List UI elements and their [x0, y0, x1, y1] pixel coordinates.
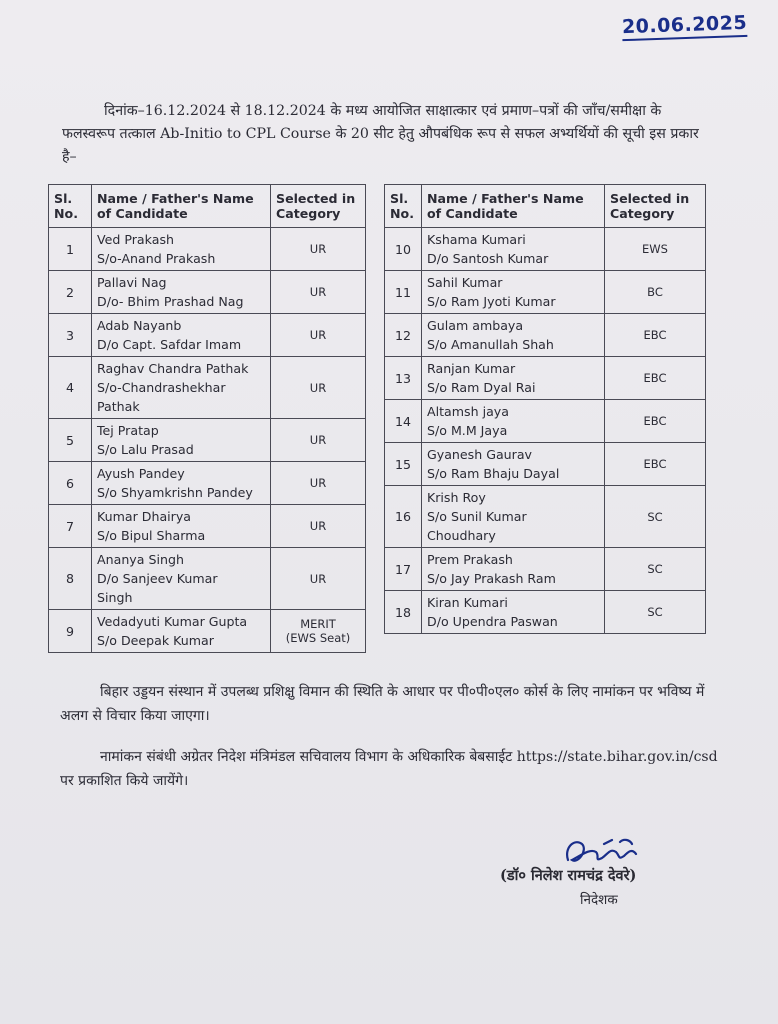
candidate-name-line: S/o Ram Jyoti Kumar [427, 294, 556, 309]
candidate-name-line: Ananya Singh [97, 552, 184, 567]
header-sl-line1: Sl. [54, 191, 73, 206]
cell-category [271, 314, 366, 357]
table-row [385, 400, 706, 443]
category-line: UR [309, 519, 327, 533]
table-row [385, 271, 706, 314]
table-row [385, 357, 706, 400]
header-name [422, 185, 605, 228]
candidate-name-line: S/o-Anand Prakash [97, 251, 216, 266]
candidate-name-line: D/o- Bhim Prashad Nag [97, 294, 244, 309]
cell-category [605, 271, 706, 314]
candidate-name-line: S/o Deepak Kumar [97, 633, 214, 648]
candidate-name-line: S/o-Chandrashekhar [97, 380, 226, 395]
cell-candidate-name [92, 271, 271, 314]
cell-sl-no: 1 [49, 228, 92, 271]
category-line: UR [309, 380, 327, 395]
candidate-name-line: Pathak [97, 399, 140, 414]
cell-candidate-name [92, 462, 271, 505]
candidate-name-line: S/o Lalu Prasad [97, 442, 194, 457]
cell-sl-no: 4 [49, 357, 92, 419]
cell-category [271, 462, 366, 505]
cell-candidate-name [422, 443, 605, 486]
table-row [49, 271, 366, 314]
header-sl [49, 185, 92, 228]
cell-category [605, 443, 706, 486]
cell-sl-no: 16 [385, 486, 422, 548]
note-paragraph-ppl: बिहार उड्डयन संस्थान में उपलब्ध प्रशिक्षु विमान की स्थिति के आधार पर पी०पी०एल० कोर्स के लिए नामांकन पर भविष्य में अलग से विचार किया जाएगा। [60, 684, 705, 724]
candidate-name-line: Raghav Chandra Pathak [97, 361, 249, 376]
candidate-table-right [384, 184, 706, 634]
candidate-name-line: Prem Prakash [427, 552, 513, 567]
cell-category [605, 357, 706, 400]
category-line: UR [309, 571, 327, 586]
cell-sl-no: 14 [385, 400, 422, 443]
table-row [385, 591, 706, 634]
category-line: UR [309, 476, 327, 490]
cell-candidate-name [422, 271, 605, 314]
candidate-name-line: Pallavi Nag [97, 275, 167, 290]
cell-candidate-name [422, 548, 605, 591]
category-line: (EWS Seat) [285, 631, 351, 645]
header-name-line2: of Candidate [427, 206, 518, 221]
category-line: UR [309, 285, 327, 299]
cell-sl-no: 15 [385, 443, 422, 486]
category-line: EBC [643, 371, 667, 385]
candidate-name-line: Singh [97, 590, 133, 605]
cell-candidate-name [422, 228, 605, 271]
table-row [385, 486, 706, 548]
cell-sl-no: 7 [49, 505, 92, 548]
table-row [49, 505, 366, 548]
cell-sl-no: 9 [49, 610, 92, 653]
table-row [385, 443, 706, 486]
cell-sl-no: 8 [49, 548, 92, 610]
cell-candidate-name [92, 314, 271, 357]
table-row [49, 548, 366, 610]
cell-sl-no: 18 [385, 591, 422, 634]
candidate-name-line: D/o Sanjeev Kumar [97, 571, 218, 586]
header-name-line1: Name / Father's Name [427, 191, 584, 206]
candidate-name-line: S/o Sunil Kumar [427, 509, 527, 524]
candidate-name-line: Kiran Kumari [427, 595, 508, 610]
signatory-designation: निदेशक [580, 892, 618, 908]
cell-sl-no: 5 [49, 419, 92, 462]
cell-category [605, 314, 706, 357]
intro-paragraph: दिनांक–16.12.2024 से 18.12.2024 के मध्य आयोजित साक्षात्कार एवं प्रमाण–पत्रों की जाँच/समीक्षा के फलस्वरूप तत्काल Ab-Initio to CPL Course के 20 सीट हेतु औपबंधिक रूप से सफल अभ्यर्थियों की सूची इस प्रकार है– [62, 103, 699, 165]
table-row [385, 228, 706, 271]
cell-candidate-name [92, 228, 271, 271]
category-line: EWS [642, 242, 668, 256]
header-category [605, 185, 706, 228]
header-sl [385, 185, 422, 228]
cell-category [605, 548, 706, 591]
candidate-name-line: S/o Jay Prakash Ram [427, 571, 556, 586]
candidate-name-line: S/o Ram Dyal Rai [427, 380, 536, 395]
cell-candidate-name [422, 400, 605, 443]
cell-category [271, 610, 366, 653]
candidate-name-line: Choudhary [427, 528, 496, 543]
cell-candidate-name [92, 548, 271, 610]
table-row [49, 314, 366, 357]
handwritten-date: 20.06.2025 [622, 12, 748, 41]
candidate-name-line: Sahil Kumar [427, 275, 503, 290]
candidate-name-line: Ved Prakash [97, 232, 174, 247]
candidate-name-line: Tej Pratap [97, 423, 159, 438]
category-line: EBC [643, 328, 667, 342]
cell-candidate-name [92, 357, 271, 419]
table-row [49, 462, 366, 505]
header-name-line2: of Candidate [97, 206, 188, 221]
cell-category [271, 271, 366, 314]
cell-candidate-name [92, 419, 271, 462]
table-row [49, 228, 366, 271]
category-line: SC [647, 562, 663, 576]
cell-sl-no: 10 [385, 228, 422, 271]
cell-category [271, 505, 366, 548]
table-row [385, 314, 706, 357]
candidate-name-line: S/o Shyamkrishn Pandey [97, 485, 253, 500]
candidate-name-line: Ranjan Kumar [427, 361, 516, 376]
cell-sl-no: 2 [49, 271, 92, 314]
header-name [92, 185, 271, 228]
header-sl-line2: No. [390, 206, 414, 221]
header-name-line1: Name / Father's Name [97, 191, 254, 206]
cell-candidate-name [92, 505, 271, 548]
cell-category [605, 400, 706, 443]
category-line: EBC [643, 414, 667, 428]
cell-candidate-name [422, 591, 605, 634]
cell-candidate-name [422, 357, 605, 400]
header-category-line2: Category [276, 206, 341, 221]
table-header-row [49, 185, 366, 228]
cell-candidate-name [422, 486, 605, 548]
candidate-name-line: D/o Santosh Kumar [427, 251, 549, 266]
cell-sl-no: 17 [385, 548, 422, 591]
table-header-row [385, 185, 706, 228]
cell-sl-no: 12 [385, 314, 422, 357]
candidate-name-line: Adab Nayanb [97, 318, 182, 333]
table-row [385, 548, 706, 591]
signatory-name: (डॉ० निलेश रामचंद्र देवरे) [500, 867, 637, 884]
table-row [49, 610, 366, 653]
note-paragraph-website: नामांकन संबंधी अग्रेतर निदेश मंत्रिमंडल सचिवालय विभाग के अधिकारिक बेबसाईट https://state.bihar.gov.in/csd पर प्रकाशित किये जायेंगे। [60, 749, 718, 789]
header-category-line1: Selected in [610, 191, 690, 206]
candidate-name-line: Kshama Kumari [427, 232, 526, 247]
cell-category [605, 591, 706, 634]
header-sl-line2: No. [54, 206, 78, 221]
candidate-name-line: D/o Upendra Paswan [427, 614, 558, 629]
cell-category [271, 548, 366, 610]
cell-category [271, 357, 366, 419]
category-line: MERIT [300, 617, 336, 631]
cell-category [271, 419, 366, 462]
category-line: SC [647, 509, 663, 524]
category-line: SC [647, 605, 663, 619]
table-row [49, 357, 366, 419]
candidate-name-line: Altamsh jaya [427, 404, 509, 419]
candidate-name-line: Gulam ambaya [427, 318, 524, 333]
right-table-body [385, 228, 706, 634]
candidate-name-line: Vedadyuti Kumar Gupta [97, 614, 248, 629]
cell-sl-no: 3 [49, 314, 92, 357]
table-row [49, 419, 366, 462]
candidate-name-line: D/o Capt. Safdar Imam [97, 337, 242, 352]
candidate-name-line: S/o M.M Jaya [427, 423, 508, 438]
candidate-name-line: Kumar Dhairya [97, 509, 192, 524]
header-category-line1: Selected in [276, 191, 356, 206]
candidate-name-line: S/o Bipul Sharma [97, 528, 206, 543]
cell-candidate-name [92, 610, 271, 653]
left-table-body [49, 228, 366, 653]
cell-category [605, 228, 706, 271]
cell-sl-no: 11 [385, 271, 422, 314]
cell-sl-no: 13 [385, 357, 422, 400]
candidate-name-line: Gyanesh Gaurav [427, 447, 533, 462]
cell-category [605, 486, 706, 548]
candidate-name-line: S/o Ram Bhaju Dayal [427, 466, 560, 481]
cell-sl-no: 6 [49, 462, 92, 505]
header-category [271, 185, 366, 228]
candidate-name-line: Krish Roy [427, 490, 486, 505]
category-line: UR [309, 433, 327, 447]
candidate-table-left [48, 184, 366, 653]
cell-category [271, 228, 366, 271]
header-sl-line1: Sl. [390, 191, 409, 206]
cell-candidate-name [422, 314, 605, 357]
candidate-name-line: Ayush Pandey [97, 466, 185, 481]
category-line: BC [647, 285, 663, 299]
category-line: UR [309, 242, 327, 256]
category-line: UR [309, 328, 327, 342]
header-category-line2: Category [610, 206, 675, 221]
candidate-name-line: S/o Amanullah Shah [427, 337, 554, 352]
category-line: EBC [643, 457, 667, 471]
